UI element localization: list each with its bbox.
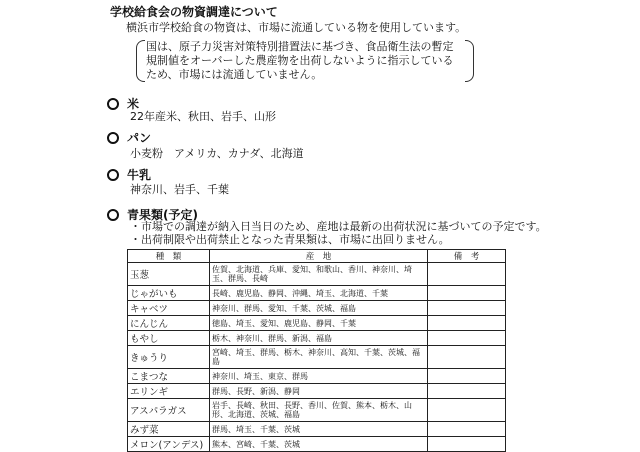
produce-origin: 群馬、長野、新潟、静岡 — [210, 384, 428, 399]
circle-bullet-icon — [107, 132, 119, 144]
produce-note — [428, 331, 506, 346]
produce-origin: 宮崎、埼玉、群馬、栃木、神奈川、高知、千葉、茨城、福島 — [210, 346, 428, 369]
intro-text: 横浜市学校給食の物資は、市場に流通している物を使用しています。 — [126, 21, 467, 34]
produce-note — [428, 286, 506, 301]
produce-origin: 栃木、神奈川、群馬、新潟、福島 — [210, 331, 428, 346]
table-row — [128, 286, 506, 301]
section-heading-bread — [107, 129, 151, 146]
table-row — [128, 437, 506, 452]
table-row — [128, 316, 506, 331]
section-heading-label: 牛乳 — [127, 168, 152, 182]
section-heading-label: 青果類(予定) — [127, 208, 198, 222]
produce-origin: 神奈川、群馬、愛知、千葉、茨城、福島 — [210, 301, 428, 316]
produce-origin: 佐賀、北海道、兵庫、愛知、和歌山、香川、神奈川、埼玉、群馬、長崎 — [210, 263, 428, 286]
produce-origin: 神奈川、埼玉、東京、群馬 — [210, 369, 428, 384]
produce-note — [428, 316, 506, 331]
section-heading-label: パン — [127, 131, 152, 145]
table-row — [128, 346, 506, 369]
produce-note — [428, 346, 506, 369]
produce-note — [428, 384, 506, 399]
produce-note — [428, 437, 506, 452]
circle-bullet-icon — [107, 209, 119, 221]
produce-note — [428, 301, 506, 316]
circle-bullet-icon — [107, 169, 119, 181]
header-type: 種 類 — [128, 250, 210, 263]
produce-origin: 岩手、長崎、秋田、長野、香川、佐賀、熊本、栃木、山形、北海道、茨城、福島 — [210, 399, 428, 422]
section-heading-label: 米 — [127, 97, 140, 111]
produce-note — [428, 422, 506, 437]
produce-note — [428, 263, 506, 286]
produce-name: もやし — [128, 331, 210, 346]
notice-text: 国は、原子力災害対策特別措置法に基づき、食品衛生法の暫定規制値をオーバーした農産物を出荷しないように指示しているため、市場には流通していません。 — [146, 40, 454, 81]
table-row — [128, 263, 506, 286]
table-header-row — [128, 250, 506, 263]
table-row — [128, 399, 506, 422]
table-row — [128, 369, 506, 384]
section-body-bread: 小麦粉 アメリカ、カナダ、北海道 — [130, 147, 304, 160]
header-note: 備 考 — [428, 250, 506, 263]
bracket-right — [465, 40, 474, 82]
produce-note — [428, 369, 506, 384]
produce-name: みず菜 — [128, 422, 210, 437]
bracket-left — [136, 40, 145, 82]
produce-origin: 徳島、埼玉、愛知、鹿児島、静岡、千葉 — [210, 316, 428, 331]
produce-origin: 熊本、宮崎、千葉、茨城 — [210, 437, 428, 452]
page-title: 学校給食会の物資調達について — [110, 5, 278, 19]
table-row — [128, 422, 506, 437]
section-body-rice: 22年産米、秋田、岩手、山形 — [130, 110, 276, 123]
produce-name: エリンギ — [128, 384, 210, 399]
produce-note — [428, 399, 506, 422]
header-origin: 産 地 — [210, 250, 428, 263]
produce-note-2: ・出荷制限や出荷禁止となった青果類は、市場に出回りません。 — [130, 233, 450, 246]
produce-table — [127, 249, 506, 452]
table-row — [128, 301, 506, 316]
table-row — [128, 331, 506, 346]
produce-name: こまつな — [128, 369, 210, 384]
produce-name: アスパラガス — [128, 399, 210, 422]
produce-name: メロン(アンデス) — [128, 437, 210, 452]
section-body-milk: 神奈川、岩手、千葉 — [130, 183, 229, 196]
notice-box — [136, 40, 474, 82]
produce-name: きゅうり — [128, 346, 210, 369]
produce-note-1: ・市場での調達が納入日当日のため、産地は最新の出荷状況に基づいての予定です。 — [130, 220, 547, 233]
produce-name: 玉葱 — [128, 263, 210, 286]
produce-name: じゃがいも — [128, 286, 210, 301]
produce-origin: 長崎、鹿児島、静岡、沖縄、埼玉、北海道、千葉 — [210, 286, 428, 301]
produce-name: にんじん — [128, 316, 210, 331]
table-row — [128, 384, 506, 399]
circle-bullet-icon — [107, 98, 119, 110]
produce-name: キャベツ — [128, 301, 210, 316]
produce-origin: 群馬、埼玉、千葉、茨城 — [210, 422, 428, 437]
